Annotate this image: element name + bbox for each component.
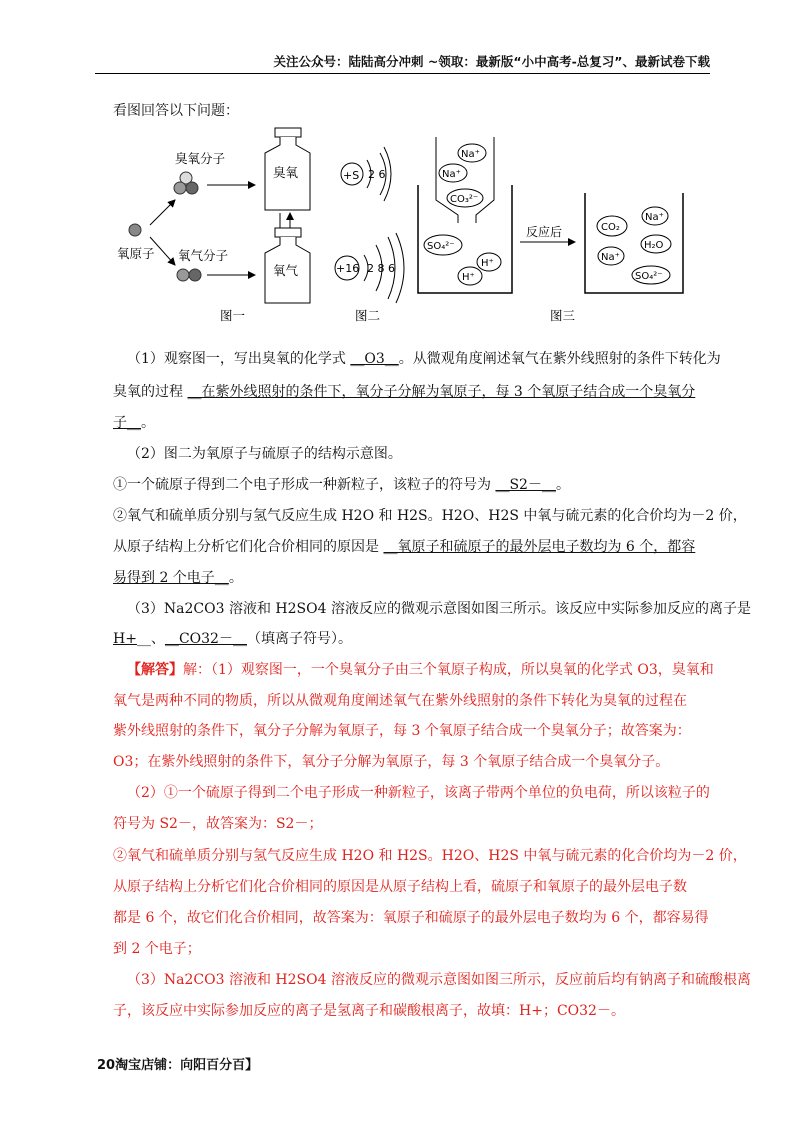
- q1-line-1: [127, 348, 721, 368]
- q2-text: ①一个硫原子得到二个电子形成一种新粒子，该粒子的符号为: [113, 477, 496, 493]
- oxygen-molecule-atom-2: [189, 269, 201, 281]
- intro-text: 看图回答以下问题：: [113, 103, 239, 119]
- answer-line-6: 符号为 S2－，故答案为：S2－；: [113, 816, 323, 832]
- ozone-molecule-label: 臭氧分子: [175, 151, 226, 166]
- q2-sub1: [113, 474, 570, 494]
- answer-line-10: 到 2 个电子；: [113, 941, 201, 957]
- answer-line-4: O3；在紫外线照射的条件下，氧分子分解为氧原子，每 3 个氧原子结合成一个臭氧分子。: [113, 754, 670, 770]
- q3-answer-ion-2: __CO32－__: [164, 631, 247, 647]
- answer-tag: 【解答】: [127, 662, 183, 678]
- s-nucleus-label: +S: [343, 169, 360, 182]
- species-na-2-label: Na⁺: [601, 252, 620, 263]
- q2-text: 。: [228, 570, 243, 586]
- q2-answer-reason-end: 易得到 2 个电子__: [113, 570, 229, 586]
- o-shells-label: 2 8 6: [367, 262, 395, 275]
- ion-h-2-label: H⁺: [462, 272, 475, 283]
- ozone-atom-2: [174, 182, 186, 194]
- answer-line-11: （3）Na2CO3 溶液和 H2SO4 溶液反应的微观示意图如图三所示，反应前后均有钠离子和硫酸根离: [127, 972, 751, 988]
- q3-line-2: [113, 628, 352, 648]
- q1-text: 。: [141, 415, 155, 431]
- q1-answer-process-end: 子__: [113, 415, 141, 431]
- figure-2: [335, 147, 404, 323]
- page-header: 关注公众号：陆陆高分冲刺 ~领取：最新版“小中高考-总复习”、最新试卷下载: [273, 54, 710, 69]
- answer-line-8: 从原子结构上分析它们化合价相同的原因是从原子结构上看，硫原子和氧原子的最外层电子数: [113, 879, 687, 895]
- answer-line-7: ②氧气和硫单质分别与氢气反应生成 H2O 和 H2S。H2O、H2S 中氧与硫元素的化合价均为－2 价，: [113, 848, 747, 864]
- answer-line-9: 都是 6 个，故它们化合价相同，故答案为：氧原子和硫原子的最外层电子数均为 6 个，都容易得: [113, 910, 709, 926]
- ion-so4-label: SO₄²⁻: [427, 241, 455, 252]
- q2-sub2-line-3: [113, 567, 243, 587]
- q1-line-3: [113, 412, 155, 432]
- q2-text: 。: [555, 477, 570, 493]
- figure-2-caption: 图二: [355, 308, 381, 323]
- reaction-arrow-label: 反应后: [526, 225, 563, 239]
- species-h2o-label: H₂O: [644, 240, 664, 251]
- answer-line-1: [127, 659, 714, 679]
- q1-text: 。从微观角度阐述氧气在紫外线照射的条件下转化为: [398, 351, 721, 367]
- q3-text: （填离子符号）。: [246, 631, 352, 647]
- q3-text: __、: [136, 631, 165, 647]
- figure-1-caption: 图一: [220, 308, 246, 323]
- answer-line-5: （2）①一个硫原子得到二个电子形成一种新粒子，该离子带两个单位的负电荷，所以该粒子的: [127, 785, 710, 801]
- q2-answer-ion: __S2－__: [495, 477, 556, 493]
- bottle-ozone-label: 臭氧: [273, 165, 299, 180]
- ozone-atom-3: [186, 182, 198, 194]
- q1-answer-process: __在紫外线照射的条件下，氧分子分解为氧原子，每 3 个氧原子结合成一个臭氧分: [187, 384, 696, 400]
- bottle-oxygen-label: 氧气: [273, 263, 299, 278]
- s-shells-label: 2 6: [368, 168, 386, 181]
- oxygen-atom-label: 氧原子: [117, 246, 155, 261]
- q1-text: 臭氧的过程: [113, 384, 188, 400]
- q1-text: （1）观察图一，写出臭氧的化学式: [127, 351, 351, 367]
- header-rule: [95, 73, 710, 74]
- o-nucleus-label: +16: [336, 262, 360, 275]
- figure-3: [418, 137, 683, 323]
- ion-h-1-label: H⁺: [481, 258, 494, 269]
- answer-line-2: 氧气是两种不同的物质，所以从微观角度阐述氧气在紫外线照射的条件下转化为臭氧的过程在: [113, 693, 687, 709]
- q3-answer-ion-1: H+: [113, 631, 137, 647]
- ion-co3-label: CO₃²⁻: [450, 194, 479, 205]
- oxygen-atom-symbol: [129, 224, 141, 236]
- ion-na-1-label: Na⁺: [461, 149, 480, 160]
- answer-line-3: 紫外线照射的条件下，氧分子分解为氧原子，每 3 个氧原子结合成一个臭氧分子；故答案为：: [113, 723, 691, 739]
- species-so4-label: SO₄²⁻: [635, 271, 663, 282]
- page-footer: 20淘宝店铺：向阳百分百】: [97, 1058, 259, 1073]
- ion-na-2-label: Na⁺: [442, 169, 461, 180]
- species-co2-label: CO₂: [601, 222, 620, 233]
- q2-sub2-line-2: [113, 536, 695, 556]
- q2-sub2-line-1: ②氧气和硫单质分别与氢气反应生成 H2O 和 H2S。H2O、H2S 中氧与硫元素的化合价均为－2 价，: [113, 508, 747, 524]
- species-na-1-label: Na⁺: [645, 212, 664, 223]
- figure-3-caption: 图三: [550, 308, 576, 323]
- q2-answer-reason: __氧原子和硫原子的最外层电子数均为 6 个，都容: [383, 539, 696, 555]
- q3-line-1: （3）Na2CO3 溶液和 H2SO4 溶液反应的微观示意图如图三所示。该反应中实际参加反应的离子是: [127, 601, 751, 617]
- oxygen-molecule-atom-1: [177, 269, 189, 281]
- figure-1: [117, 128, 310, 323]
- q2-intro: （2）图二为氧原子与硫原子的结构示意图。: [127, 446, 402, 462]
- q2-text: 从原子结构上分析它们化合价相同的原因是: [113, 539, 384, 555]
- answer-line-12: 子，该反应中实际参加反应的离子是氢离子和碳酸根离子，故填：H+；CO32－。: [113, 1003, 625, 1019]
- q1-answer-formula: __O3__: [350, 351, 399, 367]
- q1-line-2: [113, 381, 695, 401]
- answer-text: 解：（1）观察图一，一个臭氧分子由三个氧原子构成，所以臭氧的化学式 O3，臭氧和: [183, 662, 714, 678]
- oxygen-molecule-label: 氧气分子: [178, 248, 229, 263]
